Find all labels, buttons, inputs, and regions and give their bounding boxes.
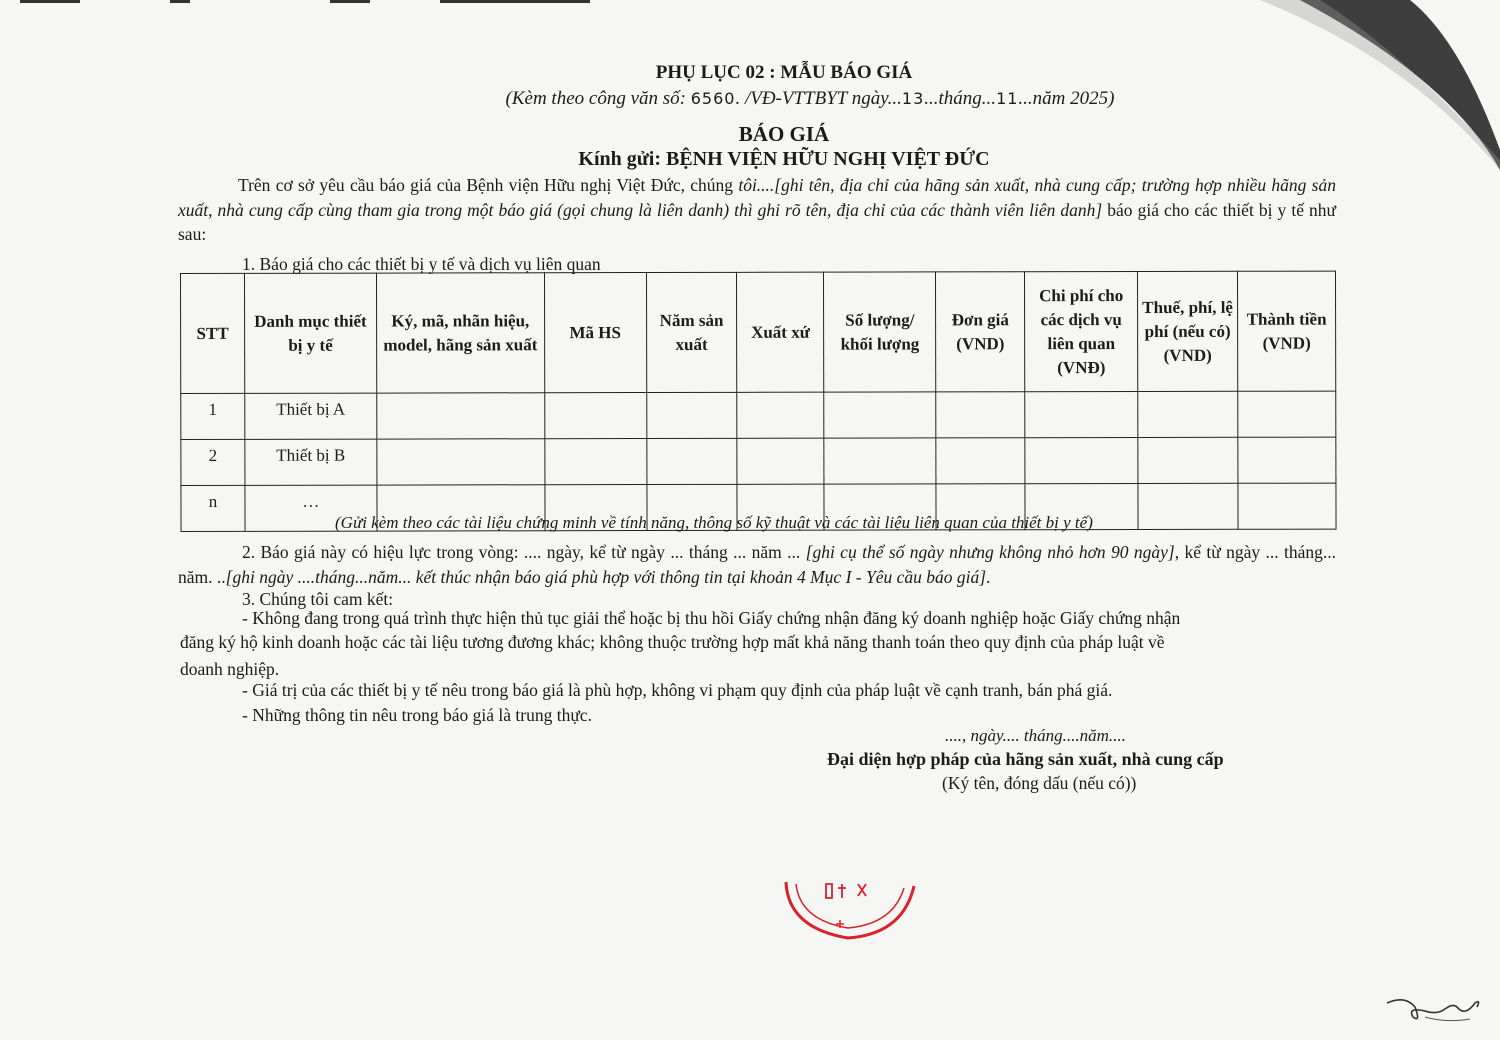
ref-month-prefix: ...tháng...	[924, 88, 997, 109]
section-1-heading: 1. Báo giá cho các thiết bị y tế và dịch vụ liên quan	[242, 254, 601, 274]
red-stamp-fragment	[778, 876, 918, 946]
s2-italic-2: [ghi ngày ....tháng...năm... kết thúc nhận báo giá phù hợp với thông tin tại khoản 4 Mục I - Yêu cầu báo giá]	[225, 566, 987, 587]
row-item: Thiết bị A	[245, 393, 377, 439]
empty-cell	[737, 392, 824, 438]
empty-cell	[646, 392, 737, 438]
ref-year-suffix: ...năm 2025)	[1018, 88, 1115, 109]
empty-cell	[936, 392, 1025, 438]
empty-cell	[824, 438, 936, 484]
ref-number-handwritten: 6560	[690, 89, 736, 108]
empty-cell	[1025, 391, 1138, 437]
reference-line	[0, 88, 1500, 110]
empty-cell	[377, 393, 545, 439]
ref-month-handwritten: 11	[996, 89, 1019, 108]
commitment-3: - Những thông tin nêu trong báo giá là trung thực.	[242, 705, 592, 725]
header-origin: Xuất xứ	[737, 272, 824, 392]
commitment-1a: - Không đang trong quá trình thực hiện thủ tục giải thể hoặc bị thu hồi Giấy chứng nhận đăng ký doanh nghiệp hoặc Giấy chứng nhận	[242, 608, 1181, 628]
document-title: BÁO GIÁ	[738, 122, 830, 146]
table-header-row	[181, 271, 1336, 393]
ref-prefix: (Kèm theo công văn số:	[505, 88, 691, 109]
empty-cell	[377, 439, 545, 485]
header-device-category: Danh mục thiết bị y tế	[244, 273, 376, 393]
signature-representative: Đại diện hợp pháp của hãng sản xuất, nhà cung cấp	[827, 749, 1224, 769]
empty-cell	[737, 438, 824, 484]
header-hs-code: Mã HS	[544, 273, 646, 393]
top-edge-marks	[0, 0, 600, 6]
empty-cell	[544, 393, 646, 439]
empty-cell	[1138, 483, 1238, 529]
section-3-heading: 3. Chúng tôi cam kết:	[242, 589, 394, 609]
row-stt: 1	[181, 393, 245, 439]
empty-cell	[1138, 437, 1238, 483]
header-manufacture-year: Năm sản xuất	[646, 272, 737, 392]
empty-cell	[936, 438, 1025, 484]
commitment-1c: doanh nghiệp.	[180, 659, 280, 679]
empty-cell	[1238, 483, 1336, 529]
row-item: Thiết bị B	[245, 439, 377, 485]
header-service-cost: Chi phí cho các dịch vụ liên quan (VNĐ)	[1025, 271, 1138, 391]
table-row	[181, 437, 1336, 485]
intro-paragraph	[178, 173, 1336, 247]
header-stt: STT	[181, 273, 245, 393]
row-stt: 2	[181, 439, 245, 485]
header-unit-price: Đơn giá (VND)	[936, 272, 1025, 392]
table-row	[181, 391, 1336, 439]
intro-start: Trên cơ sở yêu cầu báo giá của Bệnh viện Hữu nghị Việt Đức, chúng	[238, 175, 739, 195]
quotation-table	[180, 271, 1337, 532]
ref-mid: . /VĐ-VTTBYT ngày...	[735, 88, 902, 109]
recipient-line: Kính gửi: BỆNH VIỆN HỮU NGHỊ VIỆT ĐỨC	[578, 148, 990, 170]
section-2-paragraph	[178, 540, 1336, 589]
intro-end: báo giá cho các thiết bị y tế như sau:	[178, 199, 1336, 244]
empty-cell	[1238, 437, 1336, 483]
header-model-brand: Ký, mã, nhãn hiệu, model, hãng sản xuất	[376, 273, 544, 393]
s2-italic-1: [ghi cụ thể số ngày nhưng không nhỏ hơn 90 ngày]	[805, 542, 1175, 562]
row-stt: n	[181, 485, 245, 531]
signature-note: (Ký tên, đóng dấu (nếu có))	[942, 773, 1137, 793]
empty-cell	[824, 392, 936, 438]
empty-cell	[1238, 391, 1336, 437]
s2-start: 2. Báo giá này có hiệu lực trong vòng: .... ngày, kể từ ngày ... tháng ... năm ...	[242, 542, 806, 562]
intro-italic: tôi....[ghi tên, địa chỉ của hãng sản xuất, nhà cung cấp; trường hợp nhiều hãng sản xuất, nhà cung cấp cùng tham gia trong một báo giá (gọi chung là liên danh) thì ghi rõ tên, địa chỉ của các thành viên liên danh]	[178, 175, 1336, 220]
appendix-title: PHỤ LỤC 02 : MẪU BÁO GIÁ	[655, 62, 913, 83]
empty-cell	[1025, 437, 1138, 483]
header-quantity: Số lượng/ khối lượng	[824, 272, 936, 392]
empty-cell	[544, 439, 646, 485]
s2-mid: , kể từ ngày ... tháng... năm. ..	[178, 542, 1336, 587]
row-item: …	[245, 485, 377, 531]
empty-cell	[646, 438, 737, 484]
table-caption: (Gửi kèm theo các tài liệu chứng minh về tính năng, thông số kỹ thuật và các tài liệu liên quan của thiết bị y tế)	[335, 513, 1093, 532]
initials-signature	[1385, 993, 1485, 1028]
header-tax-fee: Thuế, phí, lệ phí (nếu có) (VND)	[1138, 271, 1238, 391]
header-total: Thành tiền (VND)	[1237, 271, 1335, 391]
s2-end: .	[986, 566, 991, 587]
signature-date-line: ...., ngày.... tháng....năm....	[945, 726, 1126, 745]
commitment-1b: đăng ký hộ kinh doanh hoặc các tài liệu tương đương khác; không thuộc trường hợp mất khả năng thanh toán theo quy định của pháp luật về	[180, 632, 1165, 652]
empty-cell	[1138, 391, 1238, 437]
commitment-2: - Giá trị của các thiết bị y tế nêu trong báo giá là phù hợp, không vi phạm quy định của pháp luật về cạnh tranh, bán phá giá.	[242, 680, 1113, 700]
ref-day-handwritten: 13	[901, 89, 925, 108]
